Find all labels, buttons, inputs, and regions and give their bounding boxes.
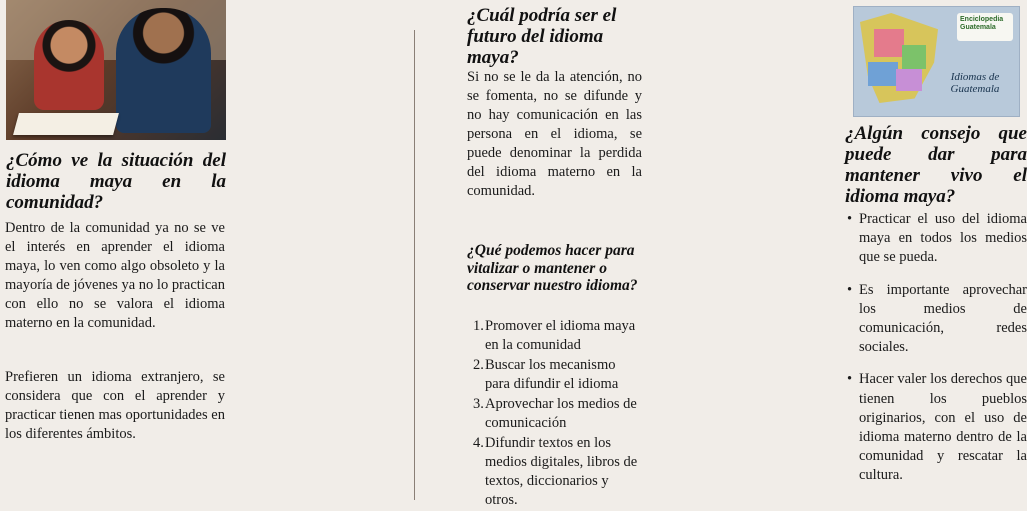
tip-text: Practicar el uso del idioma maya en todos los medios que se pueda. [859, 211, 1027, 266]
map-region [902, 45, 926, 69]
guatemala-languages-map [853, 6, 1020, 117]
tip-text: Es importante aprovechar los medios de comunicación, redes sociales. [859, 281, 1027, 356]
step-number: 4. [473, 435, 484, 451]
bullet-icon: • [847, 371, 853, 388]
tip-text: Hacer valer los derechos que tienen los pueblos originarios, con el uso de idioma materno dentro de la comunidad y rescatar la cultura. [859, 371, 1027, 484]
column-situation [0, 0, 228, 501]
future-paragraph: Si no se le da la atención, no se fomenta, no se difunde y no hay comunicación en las persona en el idioma, se puede denominar la perdida del idioma materno en la comunidad. [467, 69, 642, 199]
bullet-icon: • [847, 281, 853, 298]
heading-advice-line: mantener vivo el [845, 165, 1027, 186]
list-item [844, 370, 1027, 485]
map-region [896, 69, 922, 91]
step-number: 2. [473, 357, 484, 373]
step-text: Buscar los mecanismo para difundir el idioma [485, 357, 619, 392]
map-region [868, 62, 898, 86]
situation-paragraph-1: Dentro de la comunidad ya no se ve el interés en aprender el idioma maya, lo ven como algo obsoleto y la mayoría de jóvenes ya no lo practican con ello no se valora el idioma materno en la comunidad. [5, 220, 225, 331]
step-number: 3. [473, 396, 484, 412]
step-text: Promover el idioma maya en la comunidad [485, 318, 636, 353]
heading-situation-line: idioma maya en la [6, 171, 226, 192]
situation-paragraph-2: Prefieren un idioma extranjero, se considera que con el aprender y practicar tienen mas oportunidades en los diferentes ámbitos. [5, 369, 225, 442]
heading-situation-line: ¿Cómo ve la situación del [6, 150, 226, 171]
tips-list [844, 210, 1027, 499]
heading-future: ¿Cuál podría ser el futuro del idioma maya? [467, 5, 617, 68]
list-item [844, 210, 1027, 268]
heading-advice [845, 123, 1027, 207]
column-future [231, 0, 642, 508]
list-item [844, 281, 1027, 358]
heading-advice-line: puede dar para [845, 144, 1027, 165]
heading-advice-line: ¿Algún consejo que [845, 123, 1027, 144]
heading-situation-line: comunidad? [6, 192, 104, 213]
bullet-icon: • [847, 211, 853, 227]
column-divider [414, 30, 415, 500]
photo-girl-figure [34, 20, 104, 110]
encyclopedia-logo: Enciclopedia Guatemala [957, 13, 1013, 41]
step-text: Difundir textos en los medios digitales, libros de textos, diccionarios y otros. [485, 435, 638, 508]
heading-advice-line: idioma maya? [845, 186, 956, 207]
photo-woman-figure [116, 8, 211, 133]
community-photo [6, 0, 226, 140]
map-title: Idiomas de Guatemala [950, 71, 1000, 95]
step-number: 1. [473, 318, 484, 334]
step-text: Aprovechar los medios de comunicación [485, 396, 637, 431]
photo-book [13, 113, 119, 135]
map-region [874, 29, 904, 57]
column-advice [420, 0, 1027, 501]
heading-what-can-we-do: ¿Qué podemos hacer para vitalizar o mantener o conservar nuestro idioma? [467, 242, 638, 294]
heading-situation [6, 150, 226, 213]
